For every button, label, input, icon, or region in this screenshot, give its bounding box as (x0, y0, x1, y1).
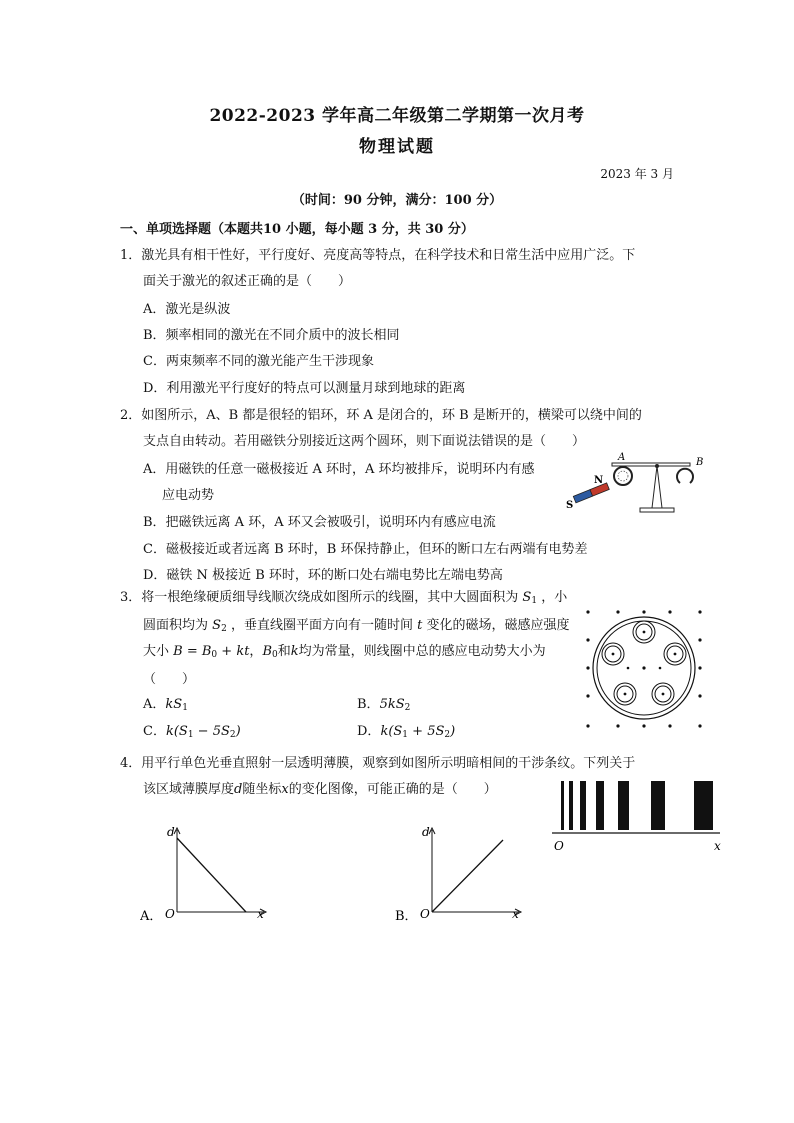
q3-text-2c: 变化的磁场，磁感应强度 (426, 618, 570, 633)
beam (612, 463, 690, 466)
q2-option-d: D．磁铁 N 极接近 B 环时，环的断口处右端电势比左端电势高 (143, 568, 503, 583)
graph-a-x: x (257, 907, 264, 921)
graph-a-o: O (165, 907, 175, 921)
fringe-x: x (714, 839, 721, 853)
q3-text-3c: 均为常量，则线圈中总的感应电动势大小为 (298, 644, 546, 659)
exam-subject: 物理试题 (359, 137, 435, 157)
q3-text-3a: 大小 (143, 644, 170, 659)
stand-base (640, 508, 674, 512)
q4-figure-fringes (548, 778, 728, 854)
ring-a (614, 467, 632, 485)
q1-option-c: C．两束频率不同的激光能产生干涉现象 (143, 354, 374, 369)
q3-option-c: C．$k(S_1 - 5S_2)$ (143, 724, 241, 740)
label-s: S (566, 500, 574, 511)
q1-stem-line2: 面关于激光的叙述正确的是（ ） (143, 274, 352, 289)
q3-text-3b: 和 (277, 644, 291, 659)
label-n: N (594, 475, 604, 486)
field-dots (586, 610, 701, 727)
graph-b-o: O (420, 907, 430, 921)
q2-stem-line2: 支点自由转动。若用磁铁分别接近这两个圆环，则下面说法错误的是（ ） (143, 434, 586, 449)
sym-s2: $S_2$ (212, 618, 227, 634)
q3-option-b: B．$5kS_2$ (357, 697, 411, 713)
q3-text-2b: ，垂直线圈平面方向有一随时间 (230, 618, 413, 633)
q1-option-a: A．激光是纵波 (143, 302, 231, 317)
fringe-bars (561, 781, 713, 830)
exam-date: 2023 年 3 月 (600, 167, 674, 181)
ring-a-inner (618, 471, 628, 481)
q2-option-a-line1: A．用磁铁的任意一磁极接近 A 环时，A 环均被排斥，说明环内有感 (143, 462, 535, 477)
section-heading: 一、单项选择题（本题共10 小题，每小题 3 分，共 30 分） (120, 222, 474, 237)
label-a: A (618, 452, 626, 463)
magnet (573, 483, 609, 503)
graph-b-label: B． (395, 909, 418, 924)
q4-graph-a (140, 822, 270, 928)
graph-a-d: d (167, 825, 175, 839)
graph-b-d: d (422, 825, 430, 839)
q2-option-b: B．把磁铁远离 A 环，A 环又会被吸引，说明环内有感应电流 (143, 515, 496, 530)
ring-b (677, 469, 693, 483)
q1-stem-line1: 1．激光具有相干性好，平行度好、亮度高等特点，在科学技术和日常生活中应用广泛。下 (120, 248, 636, 263)
q2-option-a-line2: 应电动势 (162, 488, 215, 503)
q3-text-2a: 圆面积均为 (143, 618, 209, 633)
exam-title: 2022-2023 学年高二年级第二学期第一次月考 (209, 106, 585, 126)
q1-option-d: D．利用激光平行度好的特点可以测量月球到地球的距离 (143, 381, 466, 396)
graph-b-x: x (512, 907, 519, 921)
q4-stem-line2: 该区域薄膜厚度d随坐标x的变化图像，可能正确的是（ ） (143, 782, 497, 797)
label-b: B (696, 457, 704, 468)
q2-stem-line1: 2．如图所示，A、B 都是很轻的铝环，环 A 是闭合的，环 B 是断开的，横梁可以绕中间的 (120, 408, 642, 423)
q3-text-1b: ，小 (541, 590, 568, 605)
stand-pillar (652, 466, 662, 508)
q3-stem-line2 (143, 614, 569, 634)
sym-b0: $B_0$ (262, 644, 278, 660)
q3-text-1a: 3．将一根绝缘硬质细导线顺次绕成如图所示的线圈，其中大圆面积为 (120, 590, 519, 605)
q3-stem-line1 (120, 586, 567, 606)
q3-figure-coil (578, 604, 710, 734)
q1-option-b: B．频率相同的激光在不同介质中的波长相同 (143, 328, 400, 343)
graph-b-line (432, 840, 503, 912)
formula-b: $B = B_0$ + kt (173, 644, 250, 660)
pivot (655, 464, 659, 468)
magnet-south (573, 490, 592, 503)
exam-time-info: （时间：90 分钟，满分：100 分） (291, 193, 503, 208)
sym-k: k (290, 644, 299, 659)
graph-a-line (177, 838, 246, 912)
q3-stem-line3: 大小 $B = B_0$ + kt，$B_0$和k均为常量，则线圈中总的感应电动势大小为 (143, 644, 546, 660)
q2-figure-balance (560, 450, 720, 522)
q3-stem-line4: （ ） (143, 672, 196, 687)
graph-a-label: A． (140, 909, 163, 924)
sym-t: t (417, 618, 423, 633)
q4-stem-line1: 4．用平行单色光垂直照射一层透明薄膜，观察到如图所示明暗相间的干涉条纹。下列关于 (120, 756, 636, 771)
q4-graph-b (395, 822, 525, 928)
fringe-origin: O (554, 839, 564, 853)
q3-option-a: A．$kS_1$ (143, 697, 188, 713)
sym-s1: $S_1$ (522, 590, 538, 606)
q3-option-d: D．$k(S_1 + 5S_2)$ (357, 724, 456, 740)
small-coils (602, 621, 686, 705)
q2-option-c: C．磁极接近或者远离 B 环时，B 环保持静止，但环的断口左右两端有电势差 (143, 542, 588, 557)
